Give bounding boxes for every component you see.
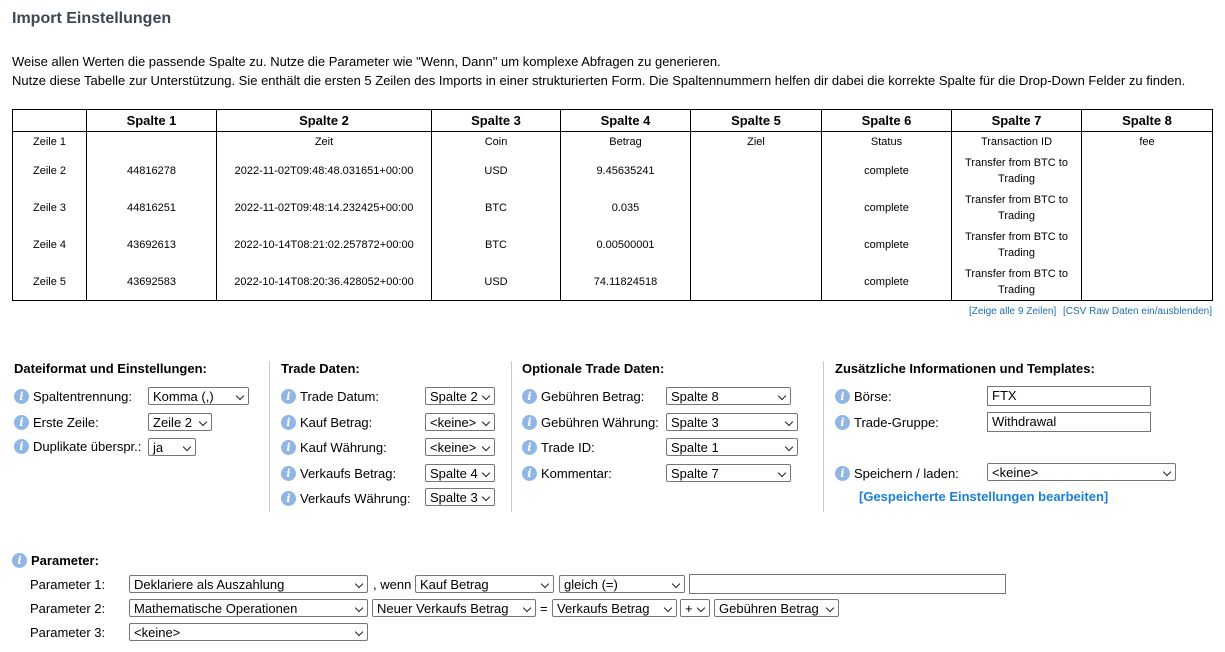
trade-id-row xyxy=(522,436,595,458)
trade-group-row xyxy=(835,411,939,433)
parameters-heading xyxy=(12,553,99,568)
table-row xyxy=(13,152,1213,189)
table-cell: 0.035 xyxy=(561,189,691,226)
comment-row xyxy=(522,462,612,484)
table-cell: USD xyxy=(432,152,561,189)
table-cell xyxy=(691,152,822,189)
save-load-label: Speichern / laden: xyxy=(854,465,959,481)
column-header: Spalte 7 xyxy=(952,110,1082,132)
table-cell: Zeile 3 xyxy=(13,189,87,226)
param-2-target-select[interactable]: Neuer Verkaufs Betrag xyxy=(372,599,536,617)
separator-select[interactable]: Komma (,) xyxy=(148,387,249,405)
sell-amount-row xyxy=(281,462,396,484)
info-icon[interactable]: i xyxy=(522,389,537,404)
table-cell: Zeile 2 xyxy=(13,152,87,189)
param-1-label: Parameter 1: xyxy=(30,577,106,592)
column-header: Spalte 5 xyxy=(691,110,822,132)
info-icon[interactable]: i xyxy=(835,415,850,430)
duplicates-select[interactable]: ja xyxy=(148,438,196,456)
table-cell: 43692583 xyxy=(87,263,217,301)
table-cell: Transfer from BTC to Trading xyxy=(952,263,1082,301)
table-cell: 74.11824518 xyxy=(561,263,691,301)
table-cell: Status xyxy=(822,132,952,153)
sell-currency-label: Verkaufs Währung: xyxy=(300,490,411,506)
first-row-row xyxy=(14,411,99,433)
column-header: Spalte 8 xyxy=(1082,110,1213,132)
table-cell: BTC xyxy=(432,189,561,226)
table-row xyxy=(13,189,1213,226)
param-2-label: Parameter 2: xyxy=(30,601,106,616)
optional-data-heading: Optionale Trade Daten: xyxy=(522,361,665,376)
param-1-operator-select[interactable]: gleich (=) xyxy=(559,575,685,593)
table-links xyxy=(965,306,1212,317)
first-row-select[interactable]: Zeile 2 xyxy=(148,413,212,431)
table-cell: Zeile 1 xyxy=(13,132,87,153)
buy-currency-label: Kauf Währung: xyxy=(300,439,387,455)
fee-currency-row xyxy=(522,411,659,433)
trade-date-select[interactable]: Spalte 2 xyxy=(425,387,495,405)
info-icon[interactable]: i xyxy=(281,389,296,404)
param-2-equals-text: = xyxy=(540,601,548,616)
table-row xyxy=(13,263,1213,301)
table-cell: Ziel xyxy=(691,132,822,153)
table-cell: complete xyxy=(822,152,952,189)
divider xyxy=(511,361,512,512)
table-cell xyxy=(1082,152,1213,189)
fee-amount-select[interactable]: Spalte 8 xyxy=(666,387,791,405)
first-row-label: Erste Zeile: xyxy=(33,414,99,430)
page-title: Import Einstellungen xyxy=(12,10,172,27)
table-cell: 2022-11-02T09:48:14.232425+00:00 xyxy=(217,189,432,226)
table-cell: 9.45635241 xyxy=(561,152,691,189)
info-icon[interactable]: i xyxy=(522,466,537,481)
table-row xyxy=(13,226,1213,263)
fee-amount-label: Gebühren Betrag: xyxy=(541,388,645,404)
column-header: Spalte 6 xyxy=(822,110,952,132)
fee-amount-row xyxy=(522,385,644,407)
column-header: Spalte 3 xyxy=(432,110,561,132)
table-cell xyxy=(691,189,822,226)
table-header-row xyxy=(13,110,1213,132)
table-cell: complete xyxy=(822,189,952,226)
intro-line-1: Weise allen Werten die passende Spalte zu. Nutze die Parameter wie "Wenn, Dann" um komplexe Abfragen zu generieren. xyxy=(12,54,721,69)
table-cell: complete xyxy=(822,226,952,263)
info-icon[interactable]: i xyxy=(281,466,296,481)
param-1-field-select[interactable]: Kauf Betrag xyxy=(415,575,554,593)
param-3-label: Parameter 3: xyxy=(30,625,106,640)
table-cell: BTC xyxy=(432,226,561,263)
table-cell: complete xyxy=(822,263,952,301)
intro-line-2: Nutze diese Tabelle zur Unterstützung. Sie enthält die ersten 5 Zeilen des Imports in einer strukturierten Form. Die Spaltennummern helfen dir dabei die korrekte Spalte für die Drop-Down Felder zu finden. xyxy=(12,73,1186,88)
buy-currency-row xyxy=(281,436,387,458)
buy-currency-select[interactable]: <keine> xyxy=(425,438,495,456)
info-icon[interactable]: i xyxy=(522,440,537,455)
table-cell: Transaction ID xyxy=(952,132,1082,153)
save-load-select[interactable]: <keine> xyxy=(987,463,1176,481)
param-2-action-select[interactable]: Mathematische Operationen xyxy=(129,599,368,617)
info-icon[interactable]: i xyxy=(281,415,296,430)
info-icon[interactable]: i xyxy=(14,389,29,404)
exchange-row xyxy=(835,385,892,407)
table-body xyxy=(13,132,1213,301)
show-all-rows-link[interactable]: [Zeige alle 9 Zeilen] xyxy=(968,306,1057,317)
param-2-operand-b-select[interactable]: Gebühren Betrag xyxy=(714,599,839,617)
trade-date-label: Trade Datum: xyxy=(300,388,379,404)
info-icon[interactable]: i xyxy=(14,439,29,454)
buy-amount-row xyxy=(281,411,372,433)
file-settings-heading: Dateiformat und Einstellungen: xyxy=(14,361,207,376)
trade-id-label: Trade ID: xyxy=(541,439,595,455)
preview-table xyxy=(12,109,1213,301)
table-row xyxy=(13,132,1213,153)
table-cell xyxy=(87,132,217,153)
trade-group-label: Trade-Gruppe: xyxy=(854,414,939,430)
toggle-raw-csv-link[interactable]: [CSV Raw Daten ein/ausblenden] xyxy=(1063,306,1212,317)
table-cell: Zeit xyxy=(217,132,432,153)
param-1-value-input[interactable] xyxy=(689,574,1006,594)
info-icon[interactable]: i xyxy=(835,389,850,404)
table-cell xyxy=(691,226,822,263)
table-cell: Betrag xyxy=(561,132,691,153)
intro-text xyxy=(12,52,1185,90)
sell-currency-row xyxy=(281,487,411,509)
table-cell: Zeile 5 xyxy=(13,263,87,301)
column-header xyxy=(13,110,87,132)
parameters-heading-label: Parameter: xyxy=(31,553,99,568)
table-cell: 44816278 xyxy=(87,152,217,189)
comment-label: Kommentar: xyxy=(541,465,612,481)
table-cell: 2022-10-14T08:21:02.257872+00:00 xyxy=(217,226,432,263)
table-cell: Coin xyxy=(432,132,561,153)
info-icon[interactable]: i xyxy=(281,440,296,455)
divider xyxy=(269,361,270,512)
trade-date-row xyxy=(281,385,379,407)
param-1-when-text: , wenn xyxy=(373,577,412,592)
column-header: Spalte 2 xyxy=(217,110,432,132)
buy-amount-select[interactable]: <keine> xyxy=(425,413,495,431)
table-cell: Transfer from BTC to Trading xyxy=(952,226,1082,263)
edit-saved-settings-link[interactable]: [Gespeicherte Einstellungen bearbeiten] xyxy=(859,489,1109,504)
table-cell: USD xyxy=(432,263,561,301)
param-3-action-select[interactable]: <keine> xyxy=(129,623,368,641)
exchange-input[interactable]: FTX xyxy=(987,386,1151,406)
info-icon[interactable]: i xyxy=(281,491,296,506)
param-1-action-select[interactable]: Deklariere als Auszahlung xyxy=(129,575,368,593)
table-cell: 44816251 xyxy=(87,189,217,226)
table-cell: 2022-10-14T08:20:36.428052+00:00 xyxy=(217,263,432,301)
table-cell: 2022-11-02T09:48:48.031651+00:00 xyxy=(217,152,432,189)
column-header: Spalte 1 xyxy=(87,110,217,132)
separator-row xyxy=(14,385,132,407)
comment-select[interactable]: Spalte 7 xyxy=(666,464,791,482)
table-cell xyxy=(1082,263,1213,301)
table-cell: Transfer from BTC to Trading xyxy=(952,152,1082,189)
param-2-operator-select[interactable]: + xyxy=(680,599,710,617)
param-2-operand-a-select[interactable]: Verkaufs Betrag xyxy=(552,599,677,617)
table-cell xyxy=(691,263,822,301)
table-cell: Zeile 4 xyxy=(13,226,87,263)
sell-amount-select[interactable]: Spalte 4 xyxy=(425,464,495,482)
trade-id-select[interactable]: Spalte 1 xyxy=(666,438,798,456)
column-header: Spalte 4 xyxy=(561,110,691,132)
extra-info-heading: Zusätzliche Informationen und Templates: xyxy=(835,361,1095,376)
table-cell: 0.00500001 xyxy=(561,226,691,263)
table-cell: 43692613 xyxy=(87,226,217,263)
table-cell xyxy=(1082,189,1213,226)
sell-currency-select[interactable]: Spalte 3 xyxy=(425,488,495,506)
exchange-label: Börse: xyxy=(854,388,892,404)
table-cell: fee xyxy=(1082,132,1213,153)
duplicates-label: Duplikate überspr.: xyxy=(33,438,142,454)
info-icon[interactable]: i xyxy=(12,553,27,568)
table-cell: Transfer from BTC to Trading xyxy=(952,189,1082,226)
trade-group-input[interactable]: Withdrawal xyxy=(987,412,1151,432)
info-icon[interactable]: i xyxy=(522,415,537,430)
fee-currency-label: Gebühren Währung: xyxy=(541,414,659,430)
separator-label: Spaltentrennung: xyxy=(33,388,133,404)
trade-data-heading: Trade Daten: xyxy=(281,361,360,376)
fee-currency-select[interactable]: Spalte 3 xyxy=(666,413,798,431)
table-cell xyxy=(1082,226,1213,263)
divider xyxy=(823,361,824,512)
duplicates-row xyxy=(14,435,141,457)
info-icon[interactable]: i xyxy=(835,466,850,481)
save-load-row xyxy=(835,462,959,484)
info-icon[interactable]: i xyxy=(14,415,29,430)
buy-amount-label: Kauf Betrag: xyxy=(300,414,373,430)
sell-amount-label: Verkaufs Betrag: xyxy=(300,465,397,481)
